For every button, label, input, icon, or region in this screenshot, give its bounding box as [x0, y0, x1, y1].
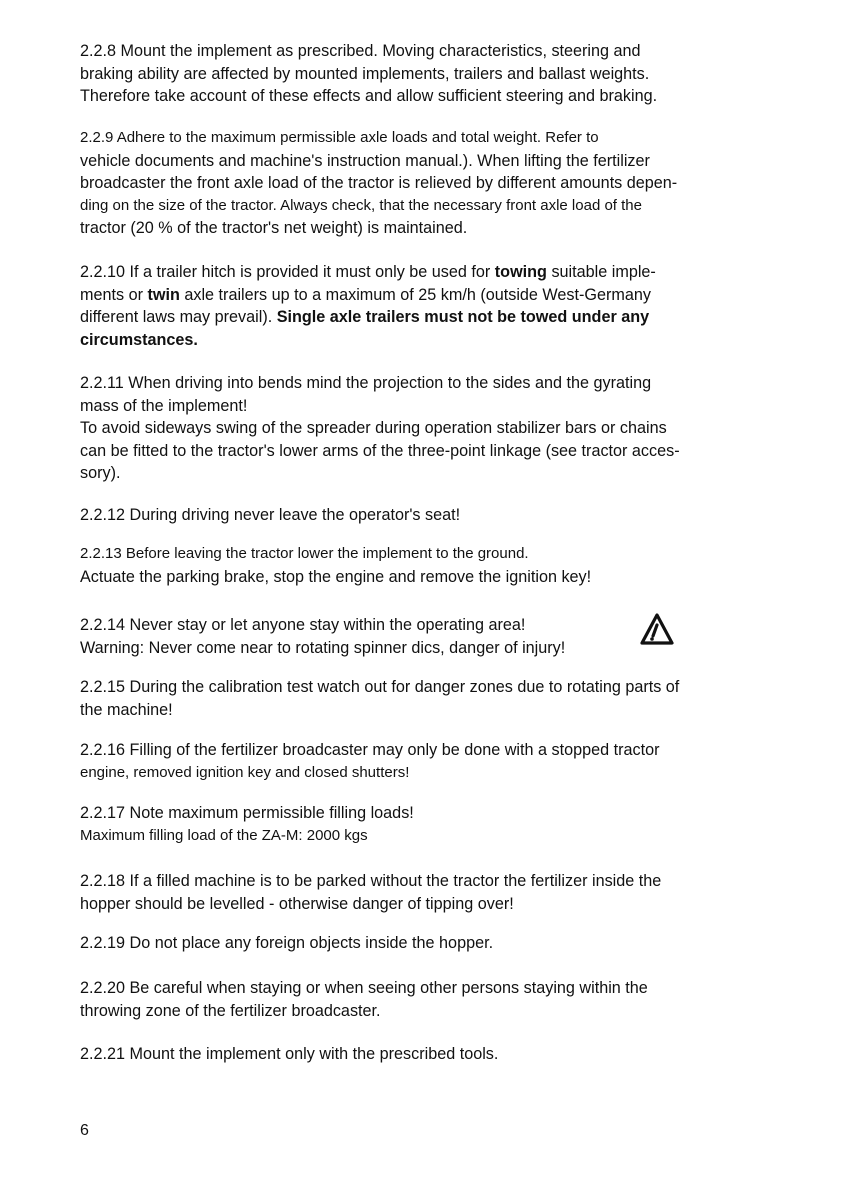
section-2-2-21: 2.2.21 Mount the implement only with the prescribed tools. [80, 1045, 499, 1063]
section-2-2-16: 2.2.16 Filling of the fertilizer broadcaster may only be done with a stopped tractor engine, removed ignition key and closed shutters! [80, 741, 660, 781]
section-2-2-12: 2.2.12 During driving never leave the operator's seat! [80, 506, 461, 524]
section-2-2-15: 2.2.15 During the calibration test watch out for danger zones due to rotating parts of the machine! [80, 678, 680, 719]
section-2-2-11: 2.2.11 When driving into bends mind the projection to the sides and the gyrating mass of the implement! To avoid sideways swing of the spreader during operation stabilizer bars or chains can be fitted to the tractor's lower arms of the three-point linkage (see tractor acces- sory). [80, 374, 680, 483]
section-2-2-14: 2.2.14 Never stay or let anyone stay within the operating area! Warning: Never come near to rotating spinner dics, danger of injury! [80, 614, 780, 659]
section-2-2-17: 2.2.17 Note maximum permissible filling loads! Maximum filling load of the ZA-M: 2000 kgs [80, 804, 414, 844]
section-2-2-18: 2.2.18 If a filled machine is to be parked without the tractor the fertilizer inside the hopper should be levelled - otherwise danger of tipping over! [80, 872, 662, 913]
section-2-2-9: 2.2.9 Adhere to the maximum permissible axle loads and total weight. Refer to vehicle documents and machine's instruction manual.). When lifting the fertilizer broadcaster the front axle load of the tractor is relieved by different amounts depen- ding on the size of the tractor. Always check, that the necessary front axle load of the tractor (20 % of the tractor's net weight) is maintained. [80, 129, 678, 238]
warning-triangle-icon [640, 612, 674, 646]
section-2-2-8: 2.2.8 Mount the implement as prescribed. Moving characteristics, steering and braking ability are affected by mounted implements, trailers and ballast weights. Therefore take account of these effects and allow sufficient steering and braking. [80, 42, 658, 106]
page-number: 6 [80, 1122, 89, 1139]
section-2-2-20: 2.2.20 Be careful when staying or when seeing other persons staying within the throwing zone of the fertilizer broadcaster. [80, 979, 648, 1020]
section-2-2-13: 2.2.13 Before leaving the tractor lower the implement to the ground. Actuate the parking brake, stop the engine and remove the ignition key! [80, 545, 592, 586]
section-2-2-19: 2.2.19 Do not place any foreign objects inside the hopper. [80, 934, 494, 952]
section-2-2-10: 2.2.10 If a trailer hitch is provided it must only be used for towing suitable imple- ments or twin axle trailers up to a maximum of 25 km/h (outside West-Germany different laws may prevail). Single axle trailers must not be towed under any circumstances. [80, 263, 656, 349]
